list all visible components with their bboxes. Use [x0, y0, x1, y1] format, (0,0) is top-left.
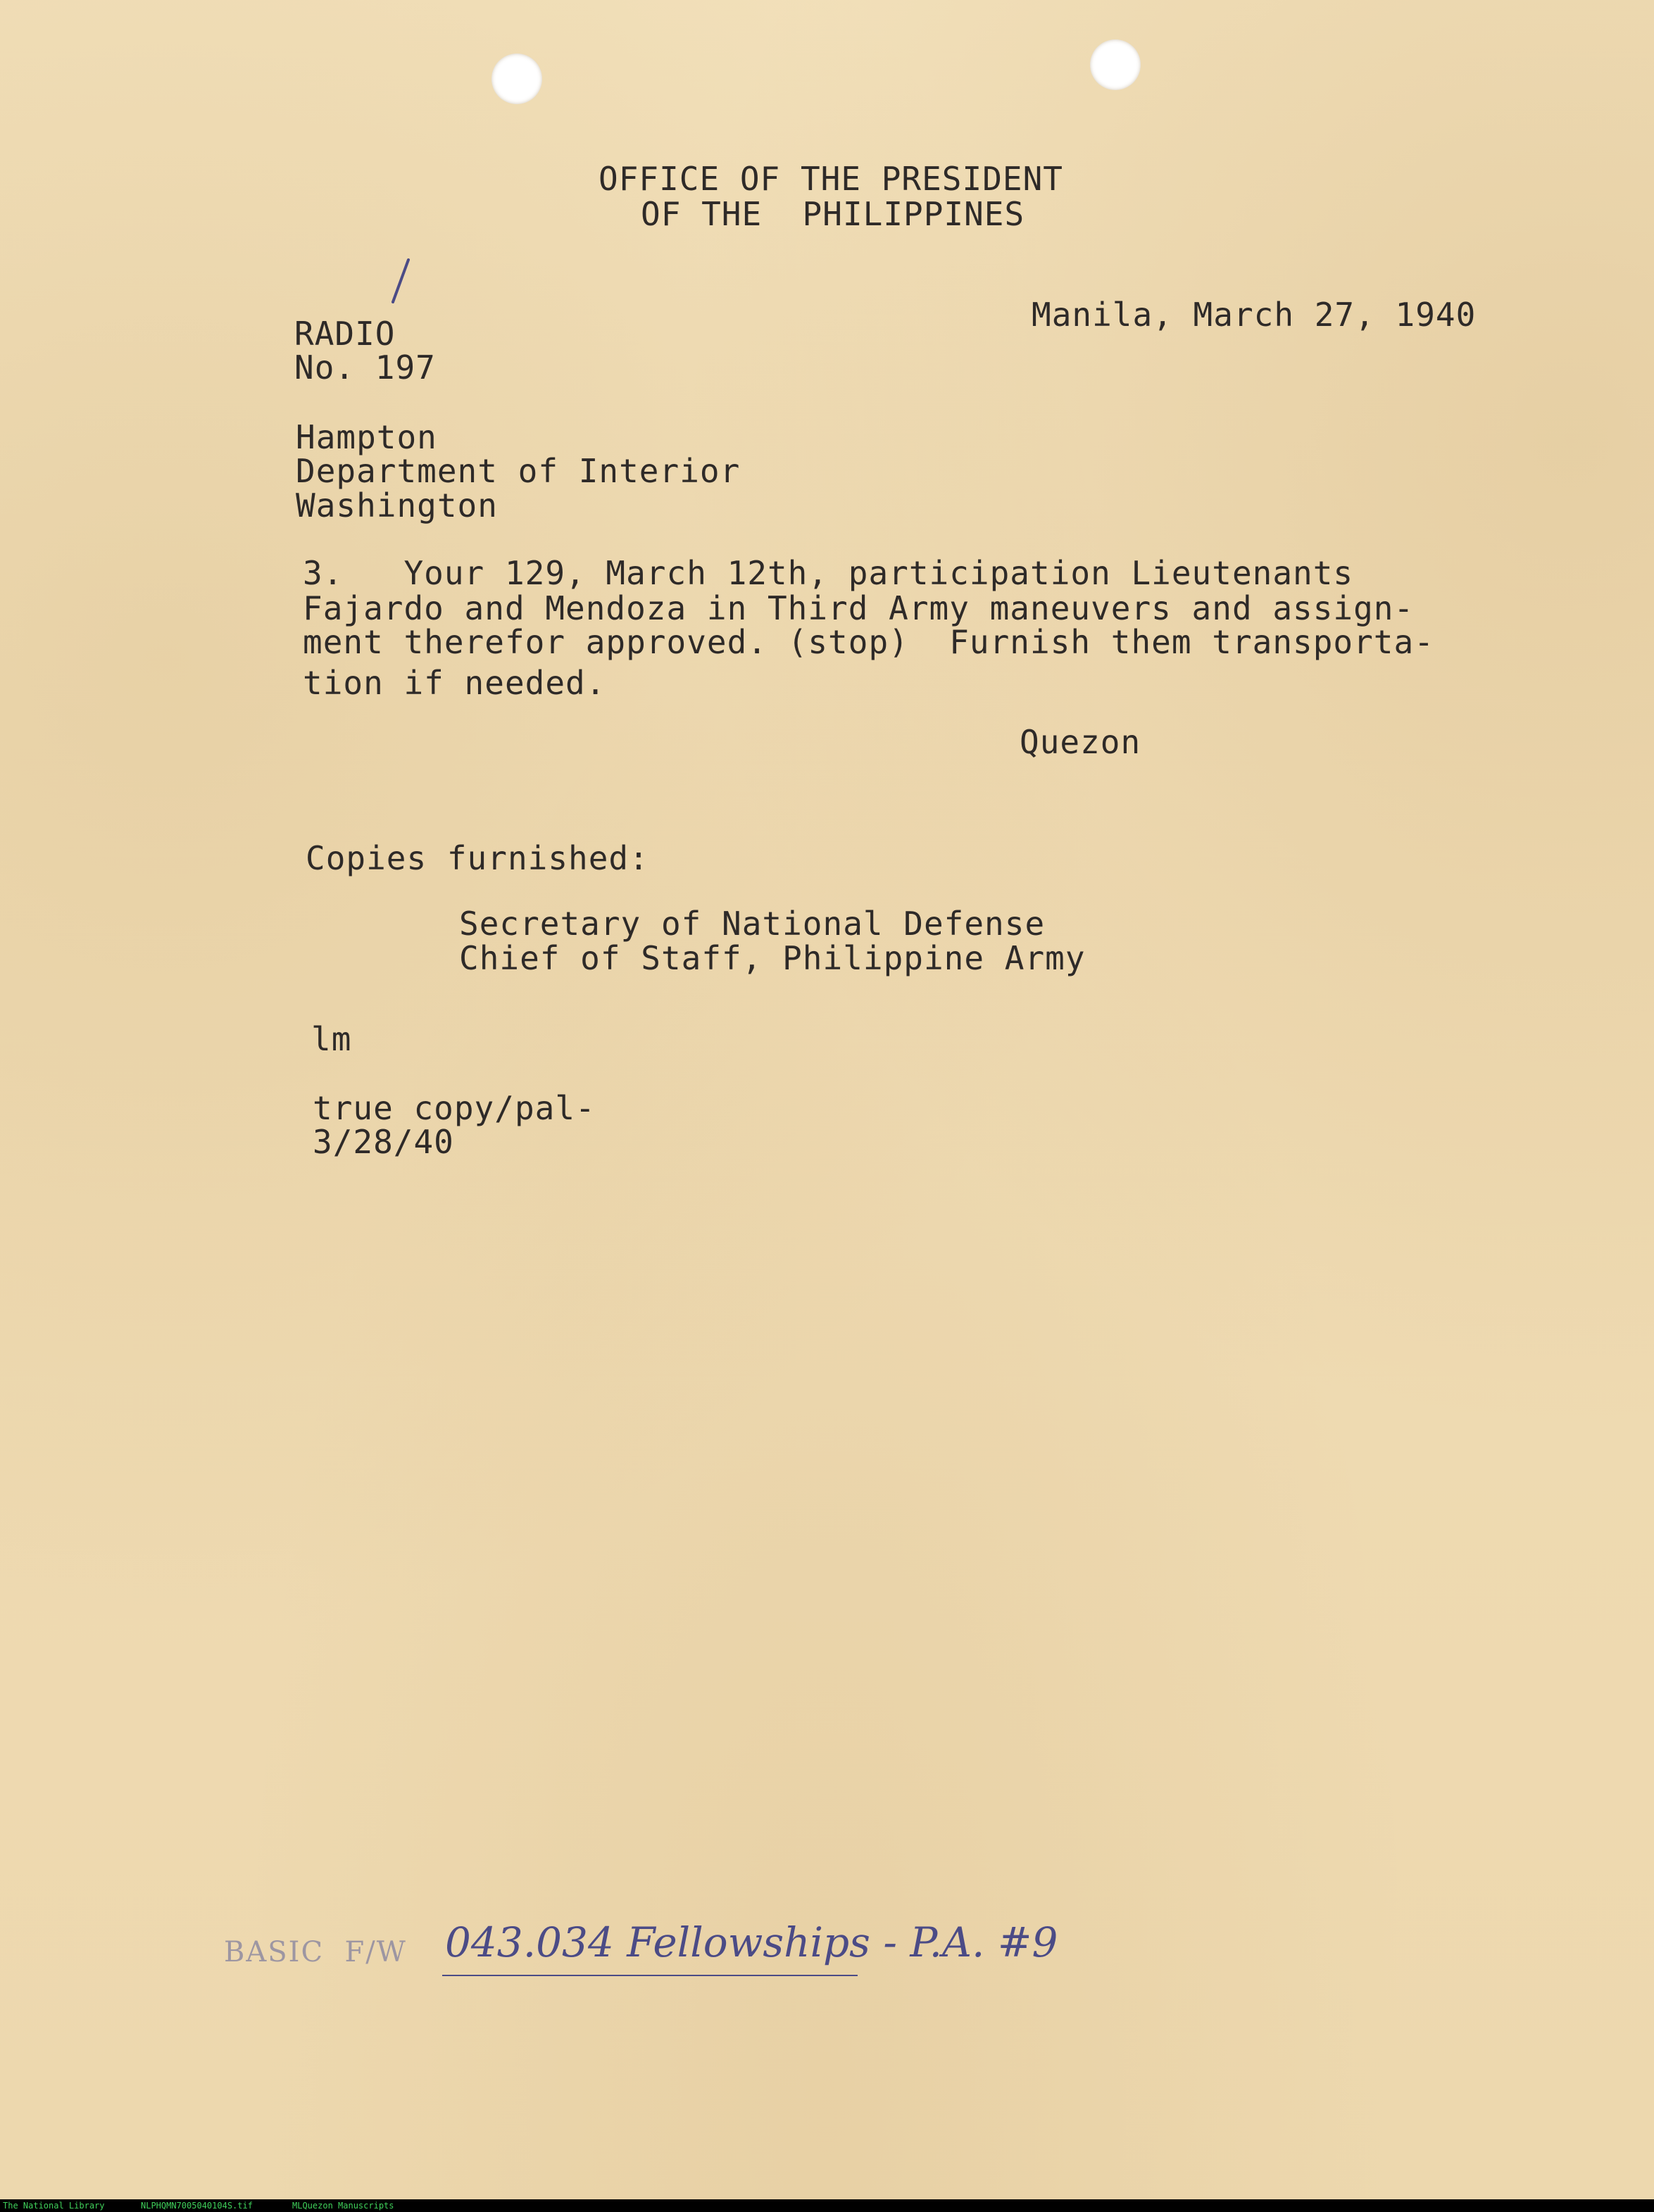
message-line: tion if needed. — [303, 664, 606, 702]
message-line: ment therefor approved. (stop) Furnish them transporta- — [303, 623, 1434, 661]
radio-number: No. 197 — [294, 348, 436, 387]
file-stamp-printed: BASIC F/W — [224, 1936, 407, 1968]
footer-collection: MLQuezon Manuscripts — [292, 2201, 394, 2211]
file-stamp-underline — [442, 1975, 858, 1976]
signature: Quezon — [1020, 723, 1141, 761]
footer-filename: NLPHQMN7005040104S.tif — [141, 2201, 253, 2211]
copies-recipient: Secretary of National Defense — [459, 905, 1046, 943]
punch-hole-right — [1090, 39, 1141, 90]
addressee-name: Hampton — [296, 418, 437, 456]
certification-date: 3/28/40 — [313, 1123, 454, 1161]
message-line: 3. Your 129, March 12th, participation Lieutenants — [303, 554, 1354, 592]
dateline: Manila, March 27, 1940 — [1032, 296, 1477, 334]
copies-heading: Copies furnished: — [306, 839, 649, 877]
file-stamp-handwritten: 043.034 Fellowships - P.A. #9 — [445, 1918, 1058, 1966]
letterhead-line-2: OF THE PHILIPPINES — [641, 195, 1025, 233]
copies-recipient: Chief of Staff, Philippine Army — [459, 939, 1086, 977]
certification-line: true copy/pal- — [313, 1089, 596, 1127]
addressee-department: Department of Interior — [296, 452, 741, 490]
pen-check-mark — [380, 257, 415, 306]
typist-initials: lm — [311, 1020, 352, 1058]
scan-footer-bar — [0, 2199, 1654, 2212]
letterhead-line-1: OFFICE OF THE PRESIDENT — [599, 160, 1063, 198]
punch-hole-left — [491, 54, 542, 104]
footer-library: The National Library — [3, 2201, 105, 2211]
message-line: Fajardo and Mendoza in Third Army maneuvers and assign- — [303, 589, 1415, 627]
addressee-city: Washington — [296, 486, 498, 524]
radio-label: RADIO — [294, 315, 396, 353]
